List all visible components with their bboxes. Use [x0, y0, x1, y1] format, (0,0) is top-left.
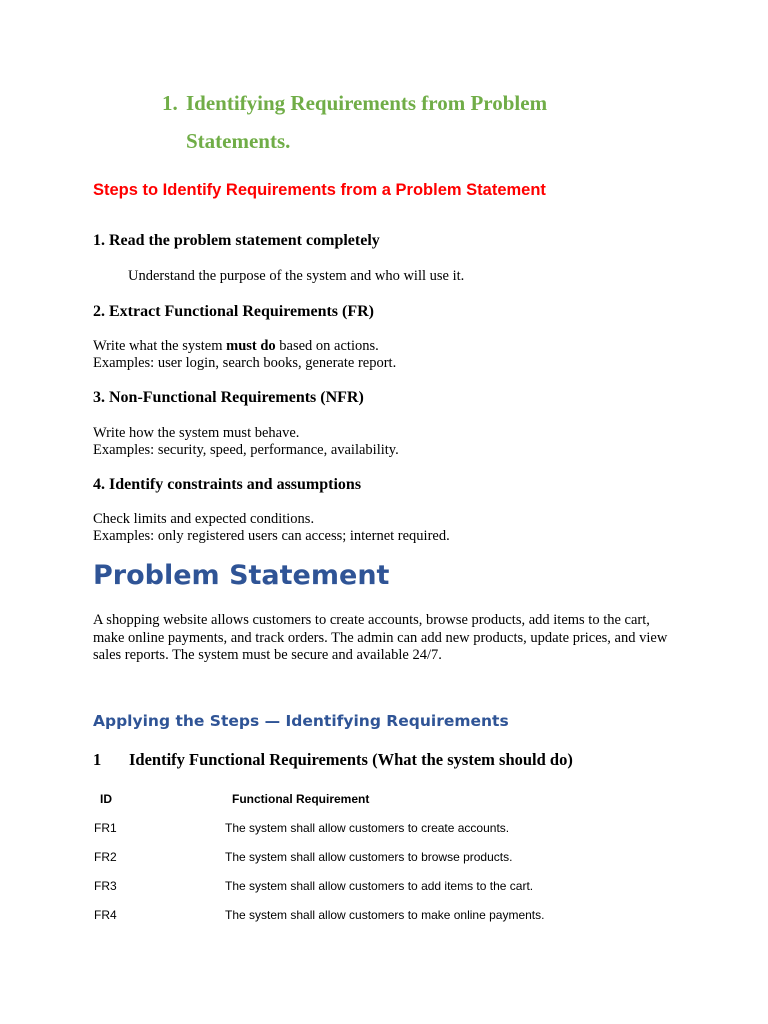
functional-requirements-heading	[93, 750, 573, 770]
step-4-text-1: Check limits and expected conditions.	[93, 511, 315, 527]
table-header-id: ID	[100, 791, 112, 806]
table-header-row	[93, 784, 544, 813]
table-row	[93, 842, 544, 871]
step-1-text: Understand the purpose of the system and who will use it.	[128, 268, 465, 284]
step-4-text-2: Examples: only registered users can access; internet required.	[93, 528, 450, 544]
table-cell-requirement: The system shall allow customers to browse products.	[225, 849, 513, 864]
step-3-text-2: Examples: security, speed, performance, availability.	[93, 442, 399, 458]
step-2-text-1	[93, 338, 379, 355]
functional-requirements-heading-text: Identify Functional Requirements (What the system should do)	[129, 750, 573, 769]
step-2-text-bold: must do	[226, 338, 276, 354]
table-header-requirement: Functional Requirement	[232, 791, 370, 806]
table-cell-id: FR2	[94, 849, 117, 864]
table-row	[93, 900, 544, 929]
step-3-text-1: Write how the system must behave.	[93, 425, 300, 441]
table-cell-id: FR3	[94, 878, 117, 893]
problem-statement-heading: Problem Statement	[93, 560, 390, 591]
document-title	[162, 84, 622, 160]
problem-statement-text: A shopping website allows customers to create accounts, browse products, add items to the cart, make online payments, and track orders. The admin can add new products, update prices, and view sales reports. The system must be secure and available 24/7.	[93, 612, 668, 663]
steps-heading: Steps to Identify Requirements from a Problem Statement	[93, 181, 546, 199]
table-row	[93, 813, 544, 842]
step-2-text-suffix: based on actions.	[275, 338, 379, 354]
table-cell-id: FR1	[94, 820, 117, 835]
table-cell-id: FR4	[94, 907, 117, 922]
table-cell-requirement: The system shall allow customers to add items to the cart.	[225, 878, 534, 893]
step-2-text-prefix: Write what the system	[93, 338, 227, 354]
step-2-heading: 2. Extract Functional Requirements (FR)	[93, 303, 374, 320]
title-line-1: Identifying Requirements from Problem	[186, 91, 548, 115]
functional-requirements-table	[93, 784, 544, 929]
keycap-one-icon: 1⃣	[93, 750, 115, 769]
table-row	[93, 871, 544, 900]
table-cell-requirement: The system shall allow customers to create accounts.	[225, 820, 510, 835]
title-number: 1.	[162, 91, 178, 115]
step-4-heading: 4. Identify constraints and assumptions	[93, 476, 362, 493]
title-line-2: Statements.	[186, 129, 291, 153]
step-1-heading: 1. Read the problem statement completely	[93, 232, 380, 249]
applying-steps-heading: Applying the Steps — Identifying Requirements	[93, 712, 509, 730]
table-cell-requirement: The system shall allow customers to make online payments.	[225, 907, 545, 922]
step-3-heading: 3. Non-Functional Requirements (NFR)	[93, 389, 364, 406]
step-2-text-2: Examples: user login, search books, generate report.	[93, 355, 397, 371]
